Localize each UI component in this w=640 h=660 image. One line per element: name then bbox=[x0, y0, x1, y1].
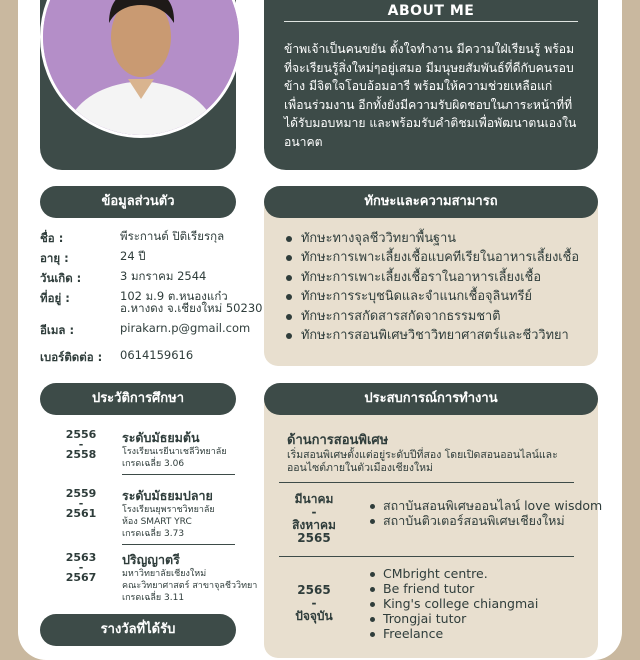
year-start: 2559 bbox=[65, 487, 97, 500]
experience-header: ประสบการณ์การทำงาน bbox=[264, 383, 598, 415]
gpa: เกรดเฉลี่ย 3.11 bbox=[122, 593, 185, 603]
education-level: ระดับมัธยมต้น bbox=[122, 430, 200, 445]
experience-list bbox=[370, 566, 610, 641]
list-item: CMbright centre. bbox=[370, 566, 610, 581]
period-dash: - bbox=[311, 505, 317, 519]
awards-header: รางวัลที่ได้รับ bbox=[40, 614, 236, 646]
year-end: 2567 bbox=[65, 571, 97, 584]
info-value: พีระกานต์ ปิติเรียรกุล bbox=[120, 229, 225, 243]
year-dash: - bbox=[78, 497, 84, 510]
period-from: 2565 bbox=[297, 583, 331, 597]
info-row-email bbox=[40, 322, 265, 349]
experience-period bbox=[282, 493, 346, 545]
education-years bbox=[56, 430, 106, 460]
divider bbox=[279, 482, 574, 483]
year-dash: - bbox=[78, 561, 84, 574]
divider bbox=[284, 21, 578, 22]
list-item: ทักษะการสกัดสารสกัดจากธรรมชาติ bbox=[283, 307, 603, 326]
address-line-2: อ.หางดง จ.เชียงใหม่ 50230 bbox=[120, 301, 263, 315]
program: ห้อง SMART YRC bbox=[122, 517, 192, 527]
gpa: เกรดเฉลี่ย 3.73 bbox=[122, 529, 185, 539]
experience-period bbox=[282, 584, 346, 623]
list-item: ทักษะการระบุชนิดและจำแนกเชื้อจุลินทรีย์ bbox=[283, 287, 603, 306]
divider bbox=[122, 474, 235, 475]
list-item: King's college chiangmai bbox=[370, 596, 610, 611]
experience-list bbox=[370, 498, 610, 528]
list-item: ทักษะการเพาะเลี้ยงเชื้อราในอาหารเลี้ยงเชื้อ bbox=[283, 268, 603, 287]
info-label: อีเมล : bbox=[40, 323, 75, 337]
period-to: สิงหาคม bbox=[292, 518, 336, 532]
about-me-text: ข้าพเจ้าเป็นคนขยัน ตั้งใจทำงาน มีความใฝ่เรียนรู้ พร้อมที่จะเรียนรู้สิ่งใหม่ๆอยู่เสมอ มีมนุษยสัมพันธ์ที่ดีกับคนรอบข้าง มีจิตใจโอบอ้อมอารี พร้อมให้ความช่วยเหลือแก่เพื่อนร่วมงาน อีกทั้งยังมีความรับผิดชอบในภาระหน้าที่ที่ได้รับมอบหมาย และพร้อมรับคำติชมเพื่อพัฒนาตนเองในอนาคต bbox=[284, 42, 577, 149]
education-details bbox=[122, 446, 227, 470]
info-row-age bbox=[40, 250, 265, 270]
experience-section-desc: เริ่มสอนพิเศษตั้งแต่อยู่ระดับปีที่สอง โดยเปิดสอนออนไลน์และออนไซต์ภายในตัวเมืองเชียงใหม่ bbox=[287, 449, 558, 474]
info-row-name bbox=[40, 230, 265, 250]
personal-info-header: ข้อมูลส่วนตัว bbox=[40, 186, 236, 218]
school-name: โรงเรียนยุพราชวิทยาลัย bbox=[122, 505, 215, 515]
list-item: ทักษะการสอนพิเศษวิชาวิทยาศาสตร์และชีววิทยา bbox=[283, 326, 603, 345]
year-start: 2556 bbox=[65, 428, 97, 441]
skills-list bbox=[283, 229, 603, 345]
address-line-1: 102 ม.9 ต.หนองแก๋ว bbox=[120, 289, 228, 303]
divider bbox=[279, 556, 574, 557]
education-years bbox=[56, 553, 106, 583]
period-dash: - bbox=[311, 596, 317, 610]
info-row-phone bbox=[40, 349, 265, 369]
divider bbox=[122, 544, 235, 545]
year-dash: - bbox=[78, 438, 84, 451]
list-item: Trongjai tutor bbox=[370, 611, 610, 626]
education-level: ปริญญาตรี bbox=[122, 552, 180, 567]
info-value bbox=[120, 290, 270, 314]
list-item: Freelance bbox=[370, 626, 610, 641]
list-item: สถาบันติวเตอร์สอนพิเศษเชียงใหม่ bbox=[370, 513, 610, 528]
info-label: วันเกิด : bbox=[40, 271, 82, 285]
info-label: เบอร์ติดต่อ : bbox=[40, 350, 103, 364]
period-year: 2565 bbox=[297, 531, 331, 545]
education-header: ประวัติการศึกษา bbox=[40, 383, 236, 415]
education-years bbox=[56, 489, 106, 519]
info-value: 3 มกราคม 2544 bbox=[120, 269, 207, 283]
info-label: ชื่อ : bbox=[40, 231, 64, 245]
gpa: เกรดเฉลี่ย 3.06 bbox=[122, 459, 185, 469]
period-from: มีนาคม bbox=[294, 492, 334, 506]
info-row-birthday bbox=[40, 270, 265, 290]
info-label: อายุ : bbox=[40, 251, 69, 265]
year-end: 2558 bbox=[65, 448, 97, 461]
school-name: โรงเรียนเรยีนาเชลีวิทยาลัย bbox=[122, 447, 227, 457]
about-me-title: ABOUT ME bbox=[387, 3, 475, 19]
phone-value: 0614159616 bbox=[120, 348, 194, 362]
list-item: สถาบันสอนพิเศษออนไลน์ love wisdom bbox=[370, 498, 610, 513]
list-item: ทักษะทางจุลชีววิทยาพื้นฐาน bbox=[283, 229, 603, 248]
education-details bbox=[122, 504, 215, 540]
list-item: Be friend tutor bbox=[370, 581, 610, 596]
year-start: 2563 bbox=[65, 551, 97, 564]
info-row-address bbox=[40, 290, 265, 322]
year-end: 2561 bbox=[65, 507, 97, 520]
info-value: 24 ปี bbox=[120, 249, 146, 263]
about-me-panel bbox=[264, 0, 598, 170]
personal-info bbox=[40, 230, 265, 369]
education-level: ระดับมัธยมปลาย bbox=[122, 488, 213, 503]
info-label: ที่อยู่ : bbox=[40, 291, 70, 305]
skills-header: ทักษะและความสามารถ bbox=[264, 186, 598, 218]
email-link[interactable]: pirakarn.p@gmail.com bbox=[120, 321, 251, 335]
period-to: ปัจจุบัน bbox=[295, 609, 333, 623]
school-name: มหาวิทยาลัยเชียงใหม่ bbox=[122, 569, 207, 579]
program: คณะวิทยาศาสตร์ สาขาจุลชีววิทยา bbox=[122, 581, 258, 591]
list-item: ทักษะการเพาะเลี้ยงเชื้อแบคทีเรียในอาหารเลี้ยงเชื้อ bbox=[283, 248, 603, 267]
experience-section-title: ด้านการสอนพิเศษ bbox=[287, 433, 389, 448]
education-details bbox=[122, 568, 257, 604]
